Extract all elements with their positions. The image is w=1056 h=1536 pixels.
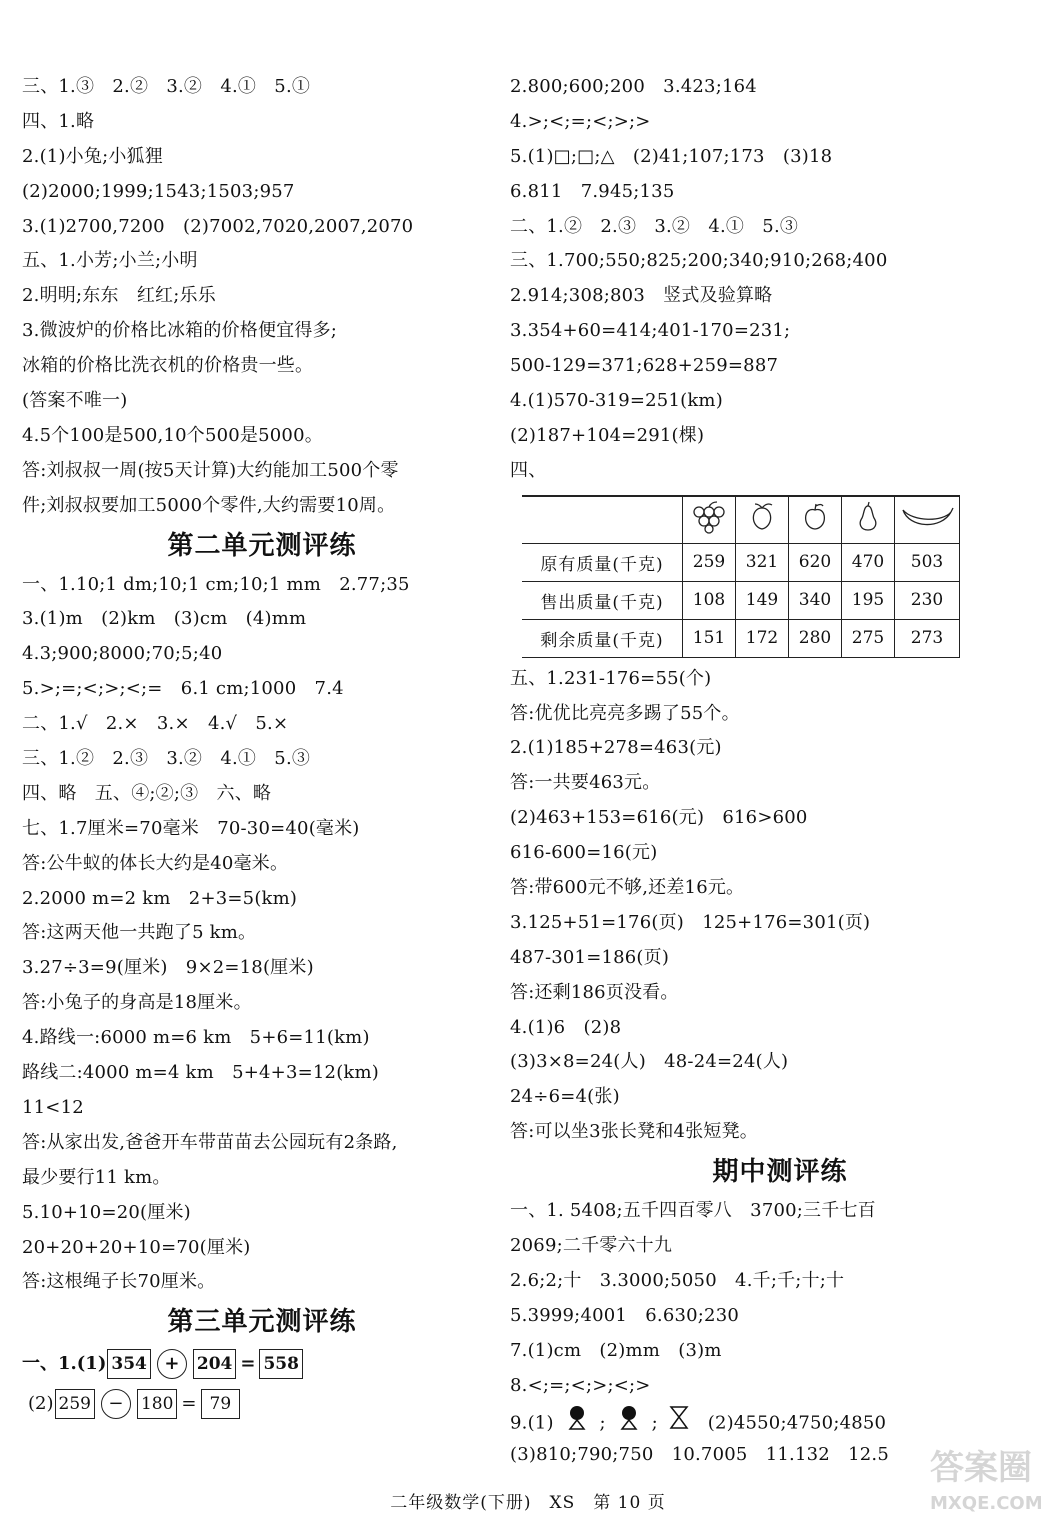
page-footer: 二年级数学(下册) XS 第 10 页 (390, 1493, 666, 1513)
answer-line: 答:公牛蚁的体长大约是40毫米。 (22, 852, 289, 874)
table-cell: 259 (683, 543, 736, 581)
row-prefix: 一、1.(1) (22, 1353, 107, 1375)
answer-line: 4.>;<;=;<;>;> (510, 110, 651, 132)
figure-icon-1 (564, 1404, 590, 1443)
row-label: 剩余质量(千克) (522, 619, 683, 657)
answer-line: 2.(1)185+278=463(元) (510, 737, 722, 759)
answer-line: 616-600=16(元) (510, 842, 658, 864)
answer-line: 5.(1)□;□;△ (2)41;107;173 (3)18 (510, 145, 833, 167)
answer-line: 五、1.231-176=55(个) (510, 667, 712, 689)
answer-line: 2.(1)小兔;小狐狸 (22, 145, 163, 167)
equals-sign: = (240, 1353, 256, 1375)
answer-line: (答案不唯一) (22, 390, 128, 412)
table-cell: 273 (895, 619, 960, 657)
answer-line: 11<12 (22, 1096, 84, 1118)
watermark-logo (930, 1440, 1043, 1530)
right-column (510, 70, 1050, 1473)
answer-line: 3.微波炉的价格比冰箱的价格便宜得多; (22, 320, 338, 342)
table-cell: 230 (895, 581, 960, 619)
answer-line: 4.(1)570-319=251(km) (510, 390, 723, 412)
fruit-mass-table (522, 495, 960, 658)
answer-box: 354 (107, 1349, 151, 1379)
answer-line: 4.3;900;8000;70;5;40 (22, 643, 223, 665)
answer-line: (3)3×8=24(人) 48-24=24(人) (510, 1051, 789, 1073)
table-cell: 151 (683, 619, 736, 657)
separator: ; (599, 1411, 606, 1433)
table-cell: 275 (842, 619, 895, 657)
answer-line: 8.<;=;<;>;<;> (510, 1374, 651, 1396)
figure-icon-2 (616, 1404, 642, 1443)
answer-line: 答:小兔子的身高是18厘米。 (22, 992, 252, 1014)
answer-line: 冰箱的价格比洗衣机的价格贵一些。 (22, 355, 314, 377)
answer-line: 四、1.略 (22, 110, 95, 132)
answer-line: 答:可以坐3张长凳和4张短凳。 (510, 1121, 758, 1143)
answer-line: 路线二:4000 m=4 km 5+4+3=12(km) (22, 1062, 380, 1084)
answer-line: 3.125+51=176(页) 125+176=301(页) (510, 911, 871, 933)
unit2-answers (22, 568, 502, 1301)
row-label: 原有质量(千克) (522, 543, 683, 581)
answer-line: 答:这根绳子长70厘米。 (22, 1271, 216, 1293)
answer-line: 2.6;2;十 3.3000;5050 4.千;千;十;十 (510, 1269, 845, 1291)
unit2-heading: 第二单元测评练 (167, 530, 357, 561)
answer-line: 487-301=186(页) (510, 946, 670, 968)
table-row (522, 581, 960, 619)
table-corner-cell (522, 496, 683, 544)
answer-line: (2)187+104=291(棵) (510, 424, 705, 446)
answer-line: 四、略 五、④;②;③ 六、略 (22, 782, 272, 804)
table-row (522, 619, 960, 657)
answer-line: 四、 (510, 459, 547, 481)
answer-line: (2)463+153=616(元) 616>600 (510, 807, 808, 829)
table-cell: 280 (789, 619, 842, 657)
answer-line: 3.27÷3=9(厘米) 9×2=18(厘米) (22, 957, 314, 979)
banana-icon (895, 496, 960, 544)
line9-prefix: 9.(1) (510, 1411, 554, 1433)
figure-icon-3 (668, 1404, 690, 1443)
operator-circle: − (101, 1389, 131, 1419)
table-row (522, 543, 960, 581)
answer-line: 5.10+10=20(厘米) (22, 1201, 191, 1223)
answer-line: 2.明明;东东 红红;乐乐 (22, 285, 216, 307)
table-cell: 503 (895, 543, 960, 581)
table-cell: 340 (789, 581, 842, 619)
answer-line: 七、1.7厘米=70毫米 70-30=40(毫米) (22, 817, 360, 839)
right-answers-middle (510, 662, 1050, 1150)
grapes-icon (683, 496, 736, 544)
answer-box: 180 (137, 1389, 177, 1419)
answer-line: 答:一共要463元。 (510, 772, 661, 794)
midterm-heading: 期中测评练 (712, 1157, 848, 1188)
answer-line: 500-129=371;628+259=887 (510, 355, 779, 377)
answer-line: 答:还剩186页没看。 (510, 981, 679, 1003)
table-cell: 620 (789, 543, 842, 581)
answer-line: 三、1.③ 2.② 3.② 4.① 5.① (22, 76, 311, 97)
apple-icon (789, 496, 842, 544)
table-header-row (522, 496, 960, 544)
table-cell: 149 (736, 581, 789, 619)
row-prefix: (2) (28, 1393, 54, 1415)
answer-line: 4.5个100是500,10个500是5000。 (22, 424, 323, 446)
answer-line: 2.914;308;803 竖式及验算略 (510, 285, 773, 307)
equals-sign: = (181, 1393, 197, 1415)
answer-line: 答:优优比亮亮多踢了55个。 (510, 702, 740, 724)
answer-line: 三、1.700;550;825;200;340;910;268;400 (510, 250, 888, 272)
watermark-text: 答案圈 (930, 1448, 1032, 1488)
answer-box: 204 (193, 1349, 237, 1379)
table-cell: 470 (842, 543, 895, 581)
table-cell: 195 (842, 581, 895, 619)
left-answers-top (22, 70, 502, 524)
answer-line: 2.800;600;200 3.423;164 (510, 76, 757, 97)
answer-line: 答:这两天他一共跑了5 km。 (22, 922, 257, 944)
answer-line: 一、1.10;1 dm;10;1 cm;10;1 mm 2.77;35 (22, 573, 410, 595)
answer-line: 5.3999;4001 6.630;230 (510, 1304, 740, 1326)
midterm-answers (510, 1194, 1050, 1403)
answer-line: 2069;二千零六十九 (510, 1235, 673, 1257)
answer-line: 答:带600元不够,还差16元。 (510, 877, 745, 899)
table-cell: 321 (736, 543, 789, 581)
answer-box: 259 (55, 1389, 95, 1419)
answer-line-9 (510, 1404, 1050, 1439)
answer-line: 4.路线一:6000 m=6 km 5+6=11(km) (22, 1027, 370, 1049)
answer-line: 件;刘叔叔要加工5000个零件,大约需要10周。 (22, 494, 396, 516)
answer-line: 五、1.小芳;小兰;小明 (22, 250, 198, 272)
answer-line: 4.(1)6 (2)8 (510, 1016, 622, 1038)
answer-line: 一、1. 5408;五千四百零八 3700;三千七百 (510, 1200, 876, 1222)
watermark-url: MXQE.COM (930, 1493, 1043, 1514)
answer-line: 24÷6=4(张) (510, 1086, 620, 1108)
answer-line: 答:刘叔叔一周(按5天计算)大约能加工500个零 (22, 459, 399, 481)
peach-icon (736, 496, 789, 544)
left-column (22, 70, 502, 1424)
answer-line-last: (3)810;790;750 10.7005 11.132 12.5 (510, 1444, 889, 1466)
operator-circle: + (157, 1349, 187, 1379)
answer-line: 三、1.② 2.③ 3.② 4.① 5.③ (22, 748, 311, 770)
answer-line: 二、1.② 2.③ 3.② 4.① 5.③ (510, 215, 799, 237)
answer-box: 79 (201, 1389, 241, 1419)
answer-line: 6.811 7.945;135 (510, 180, 675, 202)
answer-line: (2)2000;1999;1543;1503;957 (22, 180, 295, 202)
addition-box-row (22, 1344, 502, 1384)
answer-line: 答:从家出发,爸爸开车带苗苗去公园玩有2条路, (22, 1131, 398, 1153)
pear-icon (842, 496, 895, 544)
answer-line: 7.(1)cm (2)mm (3)m (510, 1339, 722, 1361)
answer-line: 5.>;=;<;>;<;= 6.1 cm;1000 7.4 (22, 678, 344, 700)
answer-box: 558 (259, 1349, 303, 1379)
answer-line: 2.2000 m=2 km 2+3=5(km) (22, 887, 298, 909)
answer-line: 3.354+60=414;401-170=231; (510, 320, 791, 342)
line9-rest: (2)4550;4750;4850 (707, 1411, 887, 1433)
row-label: 售出质量(千克) (522, 581, 683, 619)
unit3-heading: 第三单元测评练 (167, 1307, 357, 1338)
table-cell: 108 (683, 581, 736, 619)
table-cell: 172 (736, 619, 789, 657)
answer-line: 3.(1)2700,7200 (2)7002,7020,2007,2070 (22, 215, 414, 237)
answer-line: 二、1.√ 2.× 3.× 4.√ 5.× (22, 713, 289, 735)
subtraction-box-row (22, 1384, 502, 1424)
answer-line: 20+20+20+10=70(厘米) (22, 1236, 251, 1258)
answer-line: 3.(1)m (2)km (3)cm (4)mm (22, 608, 307, 630)
answer-line: 最少要行11 km。 (22, 1166, 171, 1188)
right-answers-top (510, 70, 1050, 489)
separator: ; (651, 1411, 658, 1433)
